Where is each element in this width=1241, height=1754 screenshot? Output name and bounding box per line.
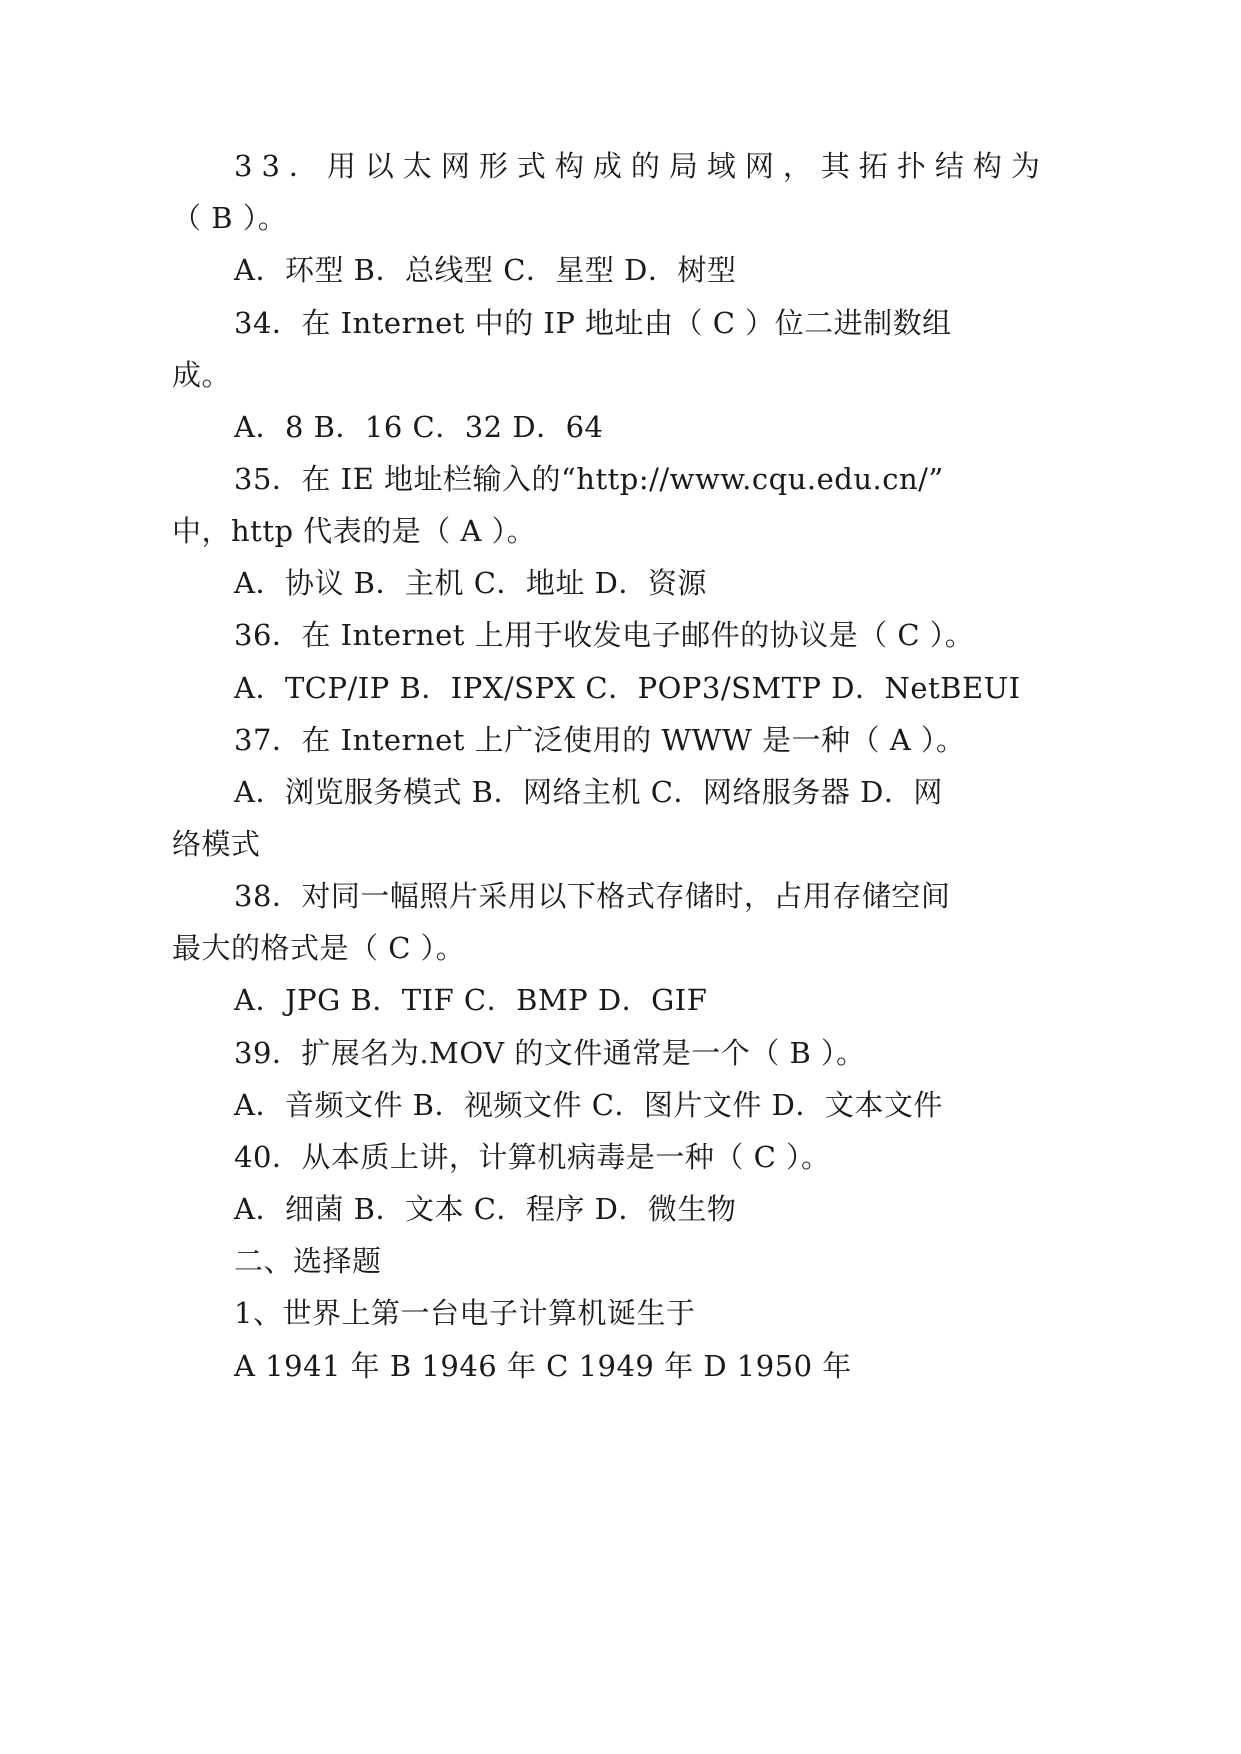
question-1-stem: 1、世界上第一台电子计算机诞生于 [234,1296,696,1330]
section-heading: 二、选择题 [234,1244,382,1278]
question-34-stem: 34．在 Internet 中的 IP 地址由（ C ）位二进制数组 [234,306,952,340]
question-39-options: A．音频文件 B．视频文件 C．图片文件 D．文本文件 [234,1088,943,1122]
question-33-stem-cont: （ B ）。 [172,201,288,235]
question-35-options: A．协议 B．主机 C．地址 D．资源 [234,566,707,600]
question-36-stem: 36．在 Internet 上用于收发电子邮件的协议是（ C ）。 [234,618,975,652]
question-40-stem: 40．从本质上讲，计算机病毒是一种（ C ）。 [234,1140,831,1174]
question-38-stem: 38．对同一幅照片采用以下格式存储时，占用存储空间 [234,879,951,913]
question-40-options: A．细菌 B．文本 C．程序 D．微生物 [234,1192,737,1226]
question-39-stem: 39．扩展名为.MOV 的文件通常是一个（ B ）。 [234,1036,866,1070]
question-1-options: A 1941 年 B 1946 年 C 1949 年 D 1950 年 [234,1349,852,1383]
question-33-options: A．环型 B．总线型 C．星型 D．树型 [234,253,737,287]
question-34-stem-cont: 成。 [172,358,232,392]
question-35-stem: 35．在 IE 地址栏输入的“http://www.cqu.edu.cn/” [234,462,944,496]
question-36-options: A．TCP/IP B．IPX/SPX C．POP3/SMTP D．NetBEUI [234,671,1021,705]
question-37-stem: 37．在 Internet 上广泛使用的 WWW 是一种（ A ）。 [234,723,966,757]
question-37-options-cont: 络模式 [172,827,261,861]
question-34-options: A．8 B．16 C．32 D．64 [234,410,604,444]
question-38-options: A．JPG B．TIF C．BMP D．GIF [234,983,708,1017]
question-37-options: A．浏览服务模式 B．网络主机 C．网络服务器 D．网 [234,775,943,809]
question-33-stem: 33．用以太网形式构成的局域网，其拓扑结构为 [234,149,1049,183]
question-38-stem-cont: 最大的格式是（ C ）。 [172,931,466,965]
question-35-stem-cont: 中，http 代表的是（ A ）。 [172,514,537,548]
